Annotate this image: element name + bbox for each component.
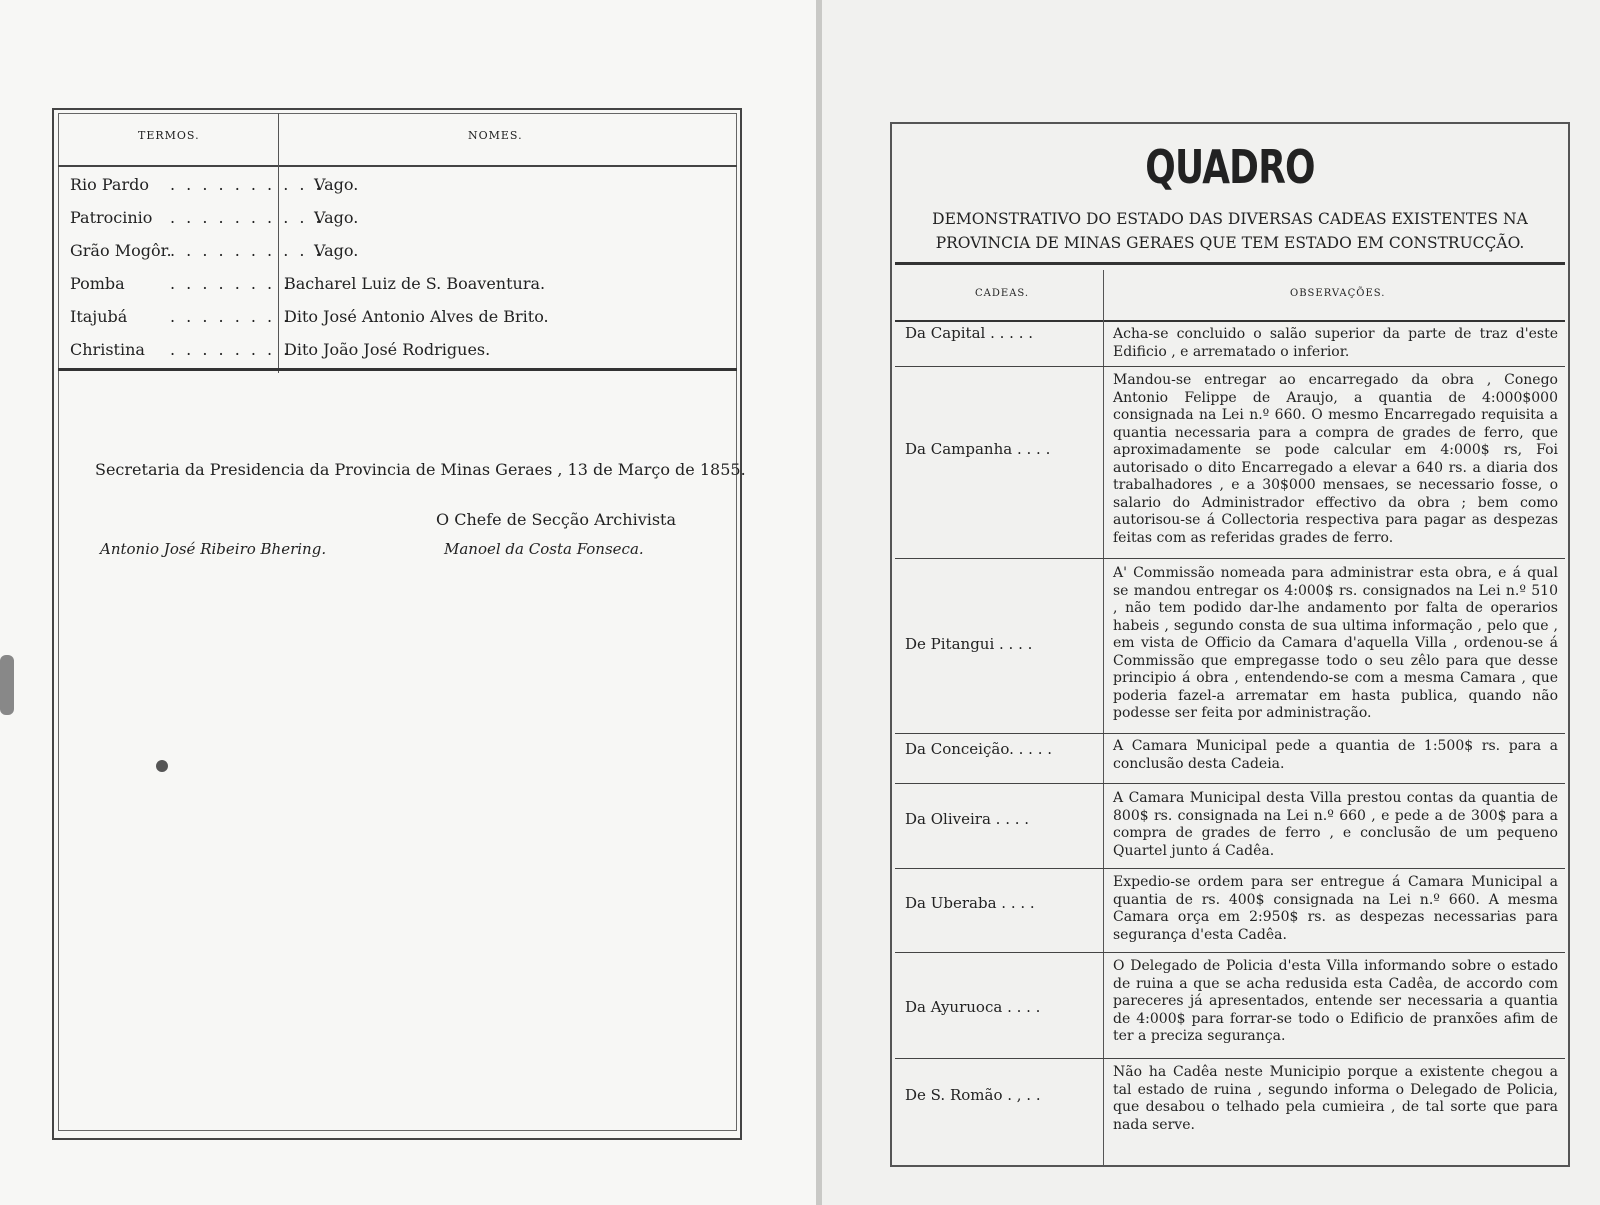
signature-left: Antonio José Ribeiro Bhering. <box>100 540 327 558</box>
observacao-cell: A Camara Municipal desta Villa prestou contas da quantia de 800$ rs. consignada na Lei n.º 660 , e pede a de 300$ para a compra de grades de ferro , e conclusão de um pequeno Quartel junto á Cadêa. <box>1113 790 1558 859</box>
cadea-cell: Da Oliveira . . . . <box>905 810 1030 828</box>
subtitle-line-1: DEMONSTRATIVO DO ESTADO DAS DIVERSAS CADEAS EXISTENTES NA <box>932 210 1528 228</box>
table-header <box>58 113 737 167</box>
table-row <box>58 202 737 236</box>
nome-cell: Vago. <box>314 175 359 194</box>
leader-dots: . . . . . . . . <box>170 307 292 326</box>
row-divider <box>895 733 1565 734</box>
row-divider <box>895 868 1565 869</box>
nome-cell: Bacharel Luiz de S. Boaventura. <box>284 274 546 293</box>
cadea-cell: Da Conceição. . . . . <box>905 740 1053 758</box>
leader-dots: . . . . . . . . . . <box>170 241 324 260</box>
table-row <box>58 169 737 203</box>
table-row <box>58 268 737 302</box>
binding-mark <box>0 655 14 715</box>
leader-dots: . . . . . . . . . . <box>170 175 324 194</box>
row-divider <box>895 1058 1565 1059</box>
nome-cell: Dito João José Rodrigues. <box>284 340 491 359</box>
subtitle-line-2: PROVINCIA DE MINAS GERAES QUE TEM ESTADO EM CONSTRUCÇÃO. <box>935 234 1525 252</box>
table-bottom-rule <box>58 368 737 371</box>
table-row <box>58 301 737 335</box>
nome-cell: Dito José Antonio Alves de Brito. <box>284 307 549 326</box>
cadea-cell: Da Campanha . . . . <box>905 440 1051 458</box>
leader-dots: . . . . . . . . . . <box>170 208 324 227</box>
signature-right: Manoel da Costa Fonseca. <box>444 540 644 558</box>
observacao-cell: Não ha Cadêa neste Municipio porque a existente chegou a tal estado de ruina , segundo informa o Delegado de Policia, que desabou o telhado pela cumieira , de tal sorte que para nada serve. <box>1113 1064 1558 1133</box>
table-row <box>58 334 737 368</box>
header-cadeas: CADEAS. <box>975 288 1030 299</box>
table-row <box>895 738 1565 778</box>
observacao-cell: Expedio-se ordem para ser entregue á Camara Municipal a quantia de rs. 400$ consignada na Lei n.º 660. A mesma Camara orça em 2:950$ rs. as despezas necessarias para segurança d'esta Cadêa. <box>1113 874 1558 943</box>
header-observacoes: OBSERVAÇÕES. <box>1290 288 1386 299</box>
header-bottom-rule <box>895 320 1565 322</box>
table-row <box>58 235 737 269</box>
page-title: QUADRO <box>1145 140 1315 194</box>
table-row <box>895 958 1565 1048</box>
row-divider <box>895 783 1565 784</box>
observacao-cell: Acha-se concluido o salão superior da parte de traz d'este Edificio , e arrematado o inferior. <box>1113 326 1558 360</box>
table-row <box>895 324 1565 364</box>
secretaria-line: Secretaria da Presidencia da Provincia de Minas Geraes , 13 de Março de 1855. <box>95 460 746 479</box>
termo-cell: Rio Pardo <box>70 175 149 194</box>
termo-cell: Christina <box>70 340 145 359</box>
header-termos: TERMOS. <box>138 129 200 142</box>
cadea-cell: Da Capital . . . . . <box>905 324 1034 342</box>
observacao-cell: O Delegado de Policia d'esta Villa informando sobre o estado de ruina a que se acha redusida esta Cadêa, de accordo com pareceres já apresentados, entende ser necessaria a quantia de 4:000$ para forrar-se todo o Edificio de pranxões afim de ter a preciza segurança. <box>1113 958 1558 1044</box>
observacao-cell: A' Commissão nomeada para administrar esta obra, e á qual se mandou entregar os 4:000$ rs. consignados na Lei n.º 510 , não tem podido dar-lhe andamento por falta de operarios habeis , segundo consta de sua ultima informação , pelo que , em vista de Officio da Camara d'aquella Villa , ordenou-se á Commissão que empregasse todo o seu zêlo para que desse principio á obra , entendendo-se com a mesma Camara , que poderia fazel-a arrematar em hasta publica, quando não podesse ser feita por administração. <box>1113 565 1558 721</box>
nome-cell: Vago. <box>314 208 359 227</box>
table-row <box>895 372 1565 552</box>
leader-dots: . . . . . . . . <box>170 340 292 359</box>
leader-dots: . . . . . . . . <box>170 274 292 293</box>
termos-nomes-table <box>58 113 737 373</box>
termo-cell: Pomba <box>70 274 125 293</box>
row-divider <box>895 558 1565 559</box>
table-row <box>895 565 1565 725</box>
table-row <box>895 1064 1565 1154</box>
ink-blot <box>156 760 168 772</box>
cadea-cell: Da Ayuruoca . . . . <box>905 998 1041 1016</box>
cadea-cell: Da Uberaba . . . . <box>905 894 1035 912</box>
observacao-cell: Mandou-se entregar ao encarregado da obra , Conego Antonio Felippe de Araujo, a quantia de 4:000$000 consignada na Lei n.º 660. O mesmo Encarregado requisita a quantia necessaria para a compra de grades de ferro, que aproximadamente se pode calcular em 4:000$ rs, Foi autorisado o dito Encarregado a elevar a 640 rs. a diaria dos trabalhadores , e a 30$000 mensaes, se necessario fosse, o salario do Administrador effectivo da obra ; bem como autorisou-se á Collectoria respectiva para pagar as despezas feitas com as referidas grades de ferro. <box>1113 372 1558 546</box>
row-divider <box>895 366 1565 367</box>
nome-cell: Vago. <box>314 241 359 260</box>
header-nomes: NOMES. <box>468 129 523 142</box>
termo-cell: Itajubá <box>70 307 128 326</box>
cadea-cell: De S. Romão . , . . <box>905 1086 1041 1104</box>
row-divider <box>895 952 1565 953</box>
chefe-title: O Chefe de Secção Archivista <box>436 510 677 529</box>
header-top-rule <box>895 262 1565 265</box>
table-row <box>895 874 1565 946</box>
table-row <box>895 790 1565 862</box>
observacao-cell: A Camara Municipal pede a quantia de 1:500$ rs. para a conclusão desta Cadeia. <box>1113 738 1558 772</box>
cadea-cell: De Pitangui . . . . <box>905 635 1033 653</box>
termo-cell: Grão Mogôr. <box>70 241 172 260</box>
termo-cell: Patrocinio <box>70 208 153 227</box>
